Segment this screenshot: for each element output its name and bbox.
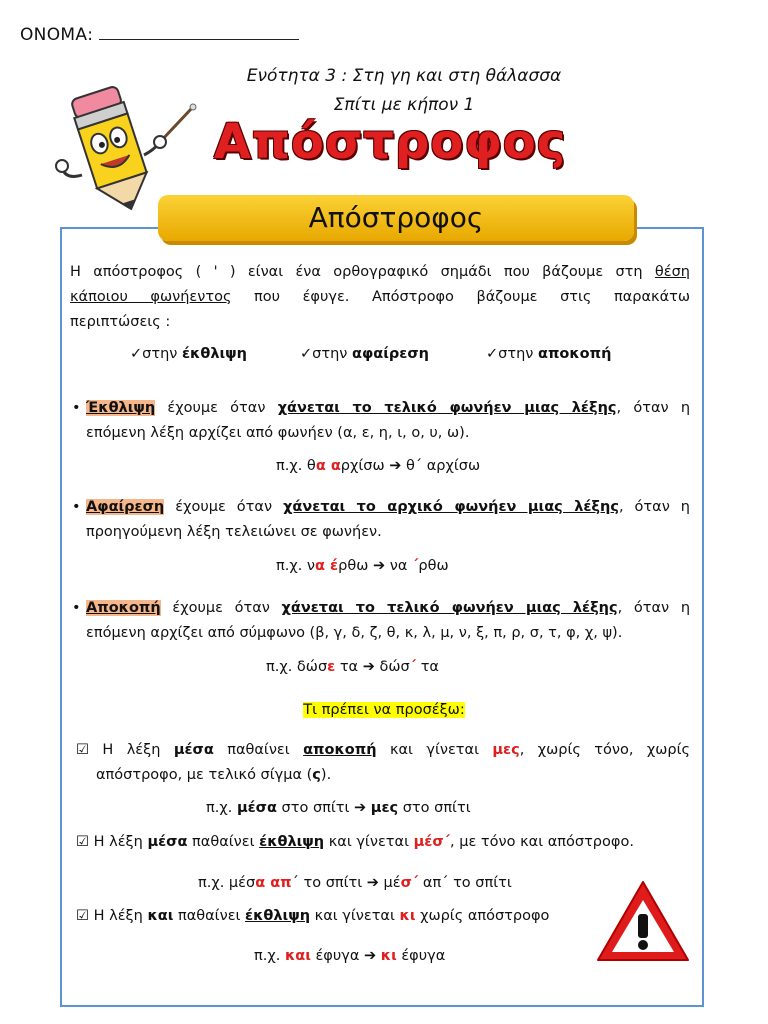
case-item [486, 342, 611, 367]
intro-underlined: θέση [654, 264, 690, 280]
attention-label: Τι πρέπει να προσέξω: [303, 702, 465, 718]
rule-line-2: επόμενη λέξη αρχίζει από φωνήεν (α, ε, η, ι, ο, υ, ω). [86, 425, 470, 441]
example-text: τα ➔ δώσ [335, 659, 410, 675]
example-red: και [284, 948, 311, 964]
section-banner: Απόστροφος [158, 195, 634, 241]
example-text: στο σπίτι [398, 800, 471, 816]
note-term: έκθλιψη [259, 834, 325, 850]
rule-text: έχουμε όταν [160, 600, 282, 616]
note-word: μέσα [147, 834, 188, 850]
rule-example [276, 554, 449, 579]
note-text: , με τόνο και απόστροφο. [450, 834, 634, 850]
case-pre: στην [142, 346, 182, 362]
note-text: και γίνεται [310, 908, 400, 924]
rule-text: , όταν η [616, 400, 691, 416]
case-word: έκθλιψη [181, 346, 247, 362]
note-example [206, 796, 471, 821]
example-text: π.χ. [206, 800, 237, 816]
example-text: έφυγα ➔ [310, 948, 381, 964]
example-red: α έ [315, 558, 339, 574]
intro-underlined: κάποιου φωνήεντος [70, 289, 232, 305]
name-blank-line[interactable] [99, 24, 299, 40]
intro-line-1 [70, 260, 690, 285]
rule-line-2: επόμενη αρχίζει από σύμφωνο (β, γ, δ, ζ, θ, κ, λ, μ, ν, ξ, π, ρ, σ, τ, φ, χ, ψ). [86, 625, 623, 641]
example-red: α [315, 458, 326, 474]
note-line-2 [96, 763, 331, 788]
example-text: π.χ. μέσ [198, 875, 256, 891]
rule-term: Αφαίρεση [86, 499, 165, 515]
intro-text: που έφυγε. Απόστροφο βάζουμε στις παρακάτω [231, 289, 690, 305]
rule-line-2: προηγούμενη λέξη τελειώνει σε φωνήεν. [86, 524, 382, 540]
note-result: μέσ΄ [413, 834, 451, 850]
example-text: ρχίσω ➔ θ΄ αρχίσω [340, 458, 481, 474]
lesson-subtitle: Σπίτι με κήπον 1 [333, 95, 475, 115]
check-icon: ✓ [486, 346, 499, 362]
note-text: Η λέξη [89, 834, 148, 850]
check-icon: ✓ [130, 346, 143, 362]
note-text: Η λέξη [89, 908, 148, 924]
case-pre: στην [312, 346, 352, 362]
example-bold: μες [370, 800, 399, 816]
note-kai-ekthlipsi [76, 904, 549, 929]
case-item [300, 342, 429, 367]
rule-term: Αποκοπή [86, 600, 161, 616]
note-word: μέσα [173, 742, 214, 758]
note-text: παθαίνει [213, 742, 304, 758]
case-pre: στην [498, 346, 538, 362]
rule-apokopi [86, 596, 690, 621]
warning-icon [594, 878, 692, 964]
example-text: π.χ. θ [276, 458, 316, 474]
example-red: α [325, 458, 341, 474]
note-mesa-ekthlipsi [76, 830, 634, 855]
example-text: έφυγα [396, 948, 446, 964]
example-red: α απ [255, 875, 292, 891]
note-text: Η λέξη [89, 742, 174, 758]
example-text: π.χ. δώσ [266, 659, 328, 675]
note-example [254, 944, 445, 969]
attention-heading [0, 698, 768, 723]
intro-text: Η απόστροφος ( ' ) είναι ένα ορθογραφικό σημάδι που βάζουμε στη [70, 264, 655, 280]
rule-definition: χάνεται το αρχικό φωνήεν μιας λέξης [283, 499, 619, 515]
case-item [130, 342, 247, 367]
rule-term: Έκθλιψη [86, 400, 156, 416]
note-mesa-apokopi [76, 738, 690, 763]
note-sigma: ς [312, 767, 321, 783]
checkbox-icon: ☑ [76, 742, 89, 758]
note-result: κι [399, 908, 416, 924]
rule-definition: χάνεται το τελικό φωνήεν μιας λέξης [281, 600, 618, 616]
example-text: ρθω ➔ να [338, 558, 412, 574]
note-result: μες [492, 742, 520, 758]
example-red: ΄ [409, 659, 417, 675]
note-text: χωρίς απόστροφο [415, 908, 550, 924]
note-text: και γίνεται [376, 742, 493, 758]
example-red: ΄ [412, 558, 419, 574]
example-red: ε [327, 659, 336, 675]
note-text: παθαίνει [173, 908, 246, 924]
rule-text: , όταν η [617, 600, 691, 616]
name-field [20, 24, 299, 45]
note-example [198, 871, 512, 896]
unit-title: Ενότητα 3 : Στη γη και στη θάλασσα [246, 66, 562, 86]
rule-definition: χάνεται το τελικό φωνήεν μιας λέξης [277, 400, 617, 416]
example-text: απ΄ το σπίτι [418, 875, 512, 891]
example-text: τα [416, 659, 439, 675]
note-text: και γίνεται [324, 834, 414, 850]
note-text: απόστροφο, με τελικό σίγμα ( [96, 767, 313, 783]
checkbox-icon: ☑ [76, 908, 89, 924]
note-text: ). [320, 767, 332, 783]
rule-text: , όταν η [618, 499, 691, 515]
example-text: π.χ. ν [276, 558, 316, 574]
example-text: ΄ το σπίτι ➔ μέ [291, 875, 401, 891]
case-word: αφαίρεση [351, 346, 429, 362]
note-text: , χωρίς τόνο, χωρίς [519, 742, 691, 758]
name-label: ΟΝΟΜΑ: [20, 25, 94, 45]
intro-line-3: περιπτώσεις : [70, 314, 171, 330]
rule-text: έχουμε όταν [164, 499, 284, 515]
check-icon: ✓ [300, 346, 313, 362]
note-term: αποκοπή [303, 742, 377, 758]
example-text: π.χ. [254, 948, 285, 964]
example-red: κι [380, 948, 397, 964]
example-bold: μέσα [236, 800, 277, 816]
rule-text: έχουμε όταν [155, 400, 278, 416]
note-term: έκθλιψη [245, 908, 311, 924]
rule-example [266, 655, 439, 680]
case-word: αποκοπή [537, 346, 612, 362]
note-word: και [147, 908, 174, 924]
example-text: στο σπίτι ➔ [276, 800, 371, 816]
page-title: Απόστροφος [213, 114, 567, 170]
intro-line-2 [70, 285, 690, 310]
rule-example [276, 454, 480, 479]
note-text: παθαίνει [187, 834, 260, 850]
example-text: ρθω [418, 558, 449, 574]
example-red: σ΄ [400, 875, 419, 891]
rule-ekthlipsi [86, 396, 690, 421]
rule-afairesi [86, 495, 690, 520]
checkbox-icon: ☑ [76, 834, 89, 850]
